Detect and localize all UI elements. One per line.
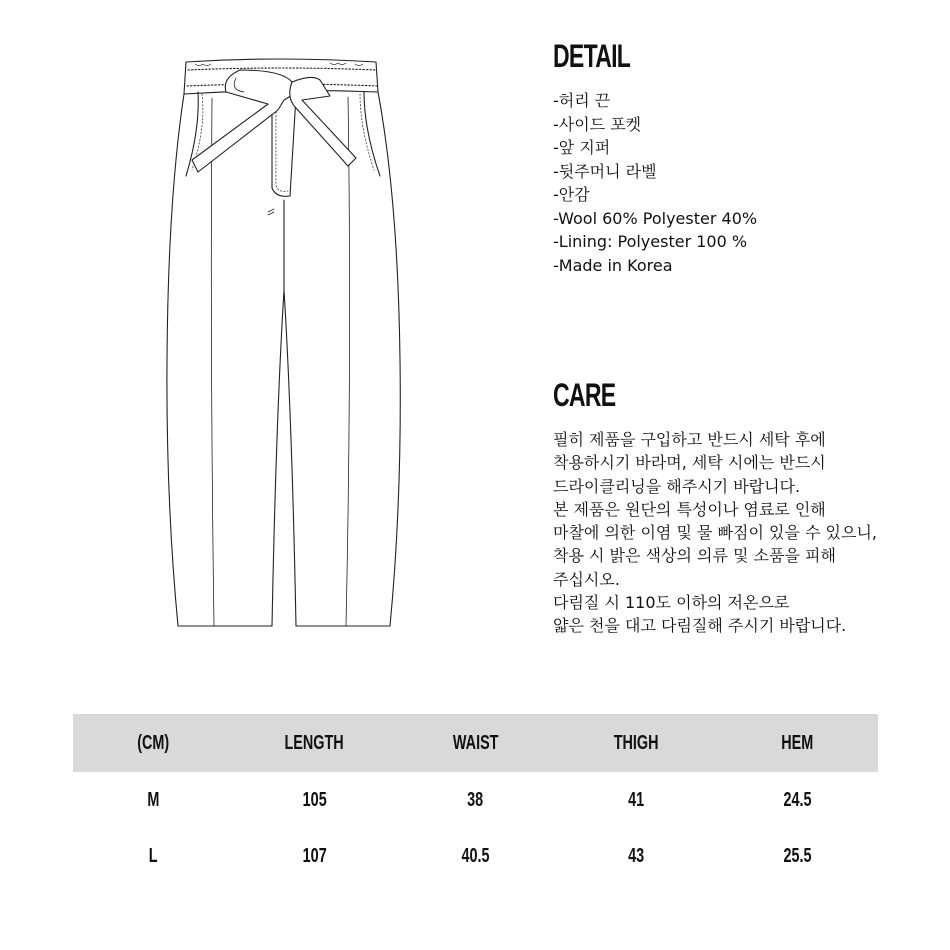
thigh-value: 41 <box>628 789 645 811</box>
waist-value: 40.5 <box>461 845 490 867</box>
size-cell <box>73 772 234 829</box>
detail-list <box>553 89 757 277</box>
column-header-hem-label: HEM <box>781 731 814 754</box>
detail-heading: DETAIL <box>553 38 631 74</box>
waist-cell <box>395 772 556 829</box>
length-cell <box>234 772 395 829</box>
care-line: 얇은 천을 대고 다림질해 주시기 바랍니다. <box>553 616 847 636</box>
care-line: 착용하시기 바라며, 세탁 시에는 반드시 <box>553 453 826 473</box>
column-header-unit-label: (CM) <box>137 731 170 754</box>
care-instructions <box>553 428 877 638</box>
column-header-waist-label: WAIST <box>452 731 499 754</box>
detail-item: -안감 <box>553 185 590 204</box>
table-row <box>73 772 878 829</box>
waist-cell <box>395 829 556 884</box>
column-header-thigh <box>556 714 717 772</box>
length-cell <box>234 829 395 884</box>
hem-cell <box>717 829 878 884</box>
size-label: M <box>147 789 160 811</box>
detail-item: -사이드 포켓 <box>553 114 642 134</box>
length-value: 107 <box>302 845 327 867</box>
hem-value: 25.5 <box>783 845 812 867</box>
detail-item: -Made in Korea <box>553 255 673 275</box>
care-line: 마찰에 의한 이염 및 물 빠짐이 있을 수 있으니, <box>553 523 877 543</box>
length-value: 105 <box>302 789 327 811</box>
thigh-value: 43 <box>628 845 645 867</box>
care-line: 본 제품은 원단의 특성이나 염료로 인해 <box>553 499 826 519</box>
detail-item: -앞 지퍼 <box>553 138 611 157</box>
size-cell <box>73 829 234 884</box>
care-line: 주십시오. <box>553 569 620 589</box>
thigh-cell <box>556 772 717 829</box>
size-label: L <box>149 845 158 867</box>
care-line: 드라이클리닝을 해주시기 바랍니다. <box>553 476 801 496</box>
column-header-unit <box>73 714 234 772</box>
care-line: 필히 제품을 구입하고 반드시 세탁 후에 <box>553 430 826 449</box>
trousers-sketch-illustration <box>150 45 420 635</box>
column-header-length-label: LENGTH <box>284 731 345 754</box>
detail-item: -Lining: Polyester 100 % <box>553 232 748 251</box>
hem-cell <box>717 772 878 829</box>
column-header-waist <box>395 714 556 772</box>
detail-item: -뒷주머니 라벨 <box>553 161 657 181</box>
column-header-length <box>234 714 395 772</box>
thigh-cell <box>556 829 717 884</box>
care-line: 다림질 시 110도 이하의 저온으로 <box>553 593 790 613</box>
detail-item: -허리 끈 <box>553 91 611 110</box>
care-line: 착용 시 밝은 색상의 의류 및 소품을 피해 <box>553 546 836 566</box>
table-row <box>73 829 878 884</box>
column-header-hem <box>717 714 878 772</box>
hem-value: 24.5 <box>783 789 812 811</box>
care-heading: CARE <box>553 377 616 413</box>
detail-item: -Wool 60% Polyester 40% <box>553 208 758 228</box>
size-table <box>73 714 878 884</box>
waist-value: 38 <box>467 789 484 811</box>
size-table-header-row <box>73 714 878 772</box>
column-header-thigh-label: THIGH <box>614 731 659 754</box>
